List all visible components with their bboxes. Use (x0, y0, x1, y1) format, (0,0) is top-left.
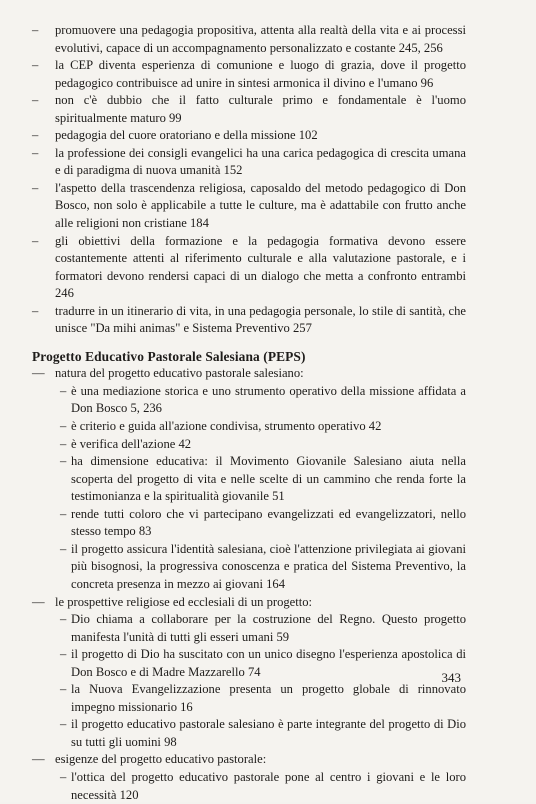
index-item: – tradurre in un itinerario di vita, in una pedagogia personale, lo stile di santità, che unisce "Da mihi animas" e Sistema Preventivo 257 (32, 303, 466, 336)
group-label: — natura del progetto educativo pastorale salesiano: (32, 366, 304, 381)
group-label: — esigenze del progetto educativo pastorale: (32, 752, 267, 767)
index-item: – gli obiettivi della formazione e la pedagogia formativa devono essere costantemente attenti al riferimento culturale e alla valutazione pastorale, e i formatori devono rendersi capaci di un dialogo che metta a confronto entrambi 246 (32, 233, 466, 301)
sub-item: – il progetto assicura l'identità salesiana, cioè l'attenzione privilegiata ai giovani più bisognosi, la progressiva conoscenza e pratica del Sistema Preventivo, la concreta presenza in mezzo ai giovani 164 (60, 541, 466, 591)
sub-item: – è verifica dell'azione 42 (60, 436, 192, 451)
index-item: – la CEP diventa esperienza di comunione e luogo di grazia, dove il progetto pedagogico contribuisce ad unire in sintesi armonica il divino e l'umano 96 (32, 58, 466, 90)
sub-item: – il progetto di Dio ha suscitato con un unico disegno l'esperienza apostolica di Don Bosco e di Madre Mazzarello 74 (60, 647, 466, 679)
index-item: – l'aspetto della trascendenza religiosa, caposaldo del metodo pedagogico di Don Bosco, non solo è applicabile a tutte le culture, ma è adattabile con frutto anche alle religioni non cristiane 184 (32, 180, 466, 231)
sub-item: – l'ottica del progetto educativo pastorale pone al centro i giovani e le loro necessità 120 (60, 769, 466, 802)
sub-item: – ha dimensione educativa: il Movimento Giovanile Salesiano aiuta nella scoperta del progetto di vita e nelle scelte di un cammino che renda forte la testimonianza e la spiritualità giovanile 51 (60, 454, 466, 504)
sub-item: – Dio chiama a collaborare per la costruzione del Regno. Questo progetto manifesta l'unità di tutti gli esseri umani 59 (60, 612, 466, 644)
sub-item: – la Nuova Evangelizzazione presenta un progetto globale di rinnovato impegno missionario 16 (60, 682, 466, 714)
sub-item: – rende tutti coloro che vi partecipano evangelizzati ed evangelizzatori, nello stesso tempo 83 (60, 506, 466, 539)
index-item: – la professione dei consigli evangelici ha una carica pedagogica di crescita umana e di paradigma di nuova umanità 152 (32, 145, 466, 178)
page-number: 343 (441, 670, 461, 685)
index-item: – non c'è dubbio che il fatto culturale primo e fondamentale è l'uomo spiritualmente maturo 99 (32, 93, 466, 125)
index-item: – pedagogia del cuore oratoriano e della missione 102 (32, 128, 318, 143)
index-item: – promuovere una pedagogia propositiva, attenta alla realtà della vita e ai processi evolutivi, capace di un accompagnamento personalizzato e costante 245, 256 (32, 23, 466, 55)
index-content (32, 22, 466, 804)
section-heading: Progetto Educativo Pastorale Salesiana (PEPS) (32, 348, 306, 364)
sub-item: – il progetto educativo pastorale salesiano è parte integrante del progetto di Dio su tutti gli uomini 98 (60, 717, 466, 749)
group-label: — le prospettive religiose ed ecclesiali di un progetto: (32, 594, 313, 609)
sub-item: – è una mediazione storica e uno strumento operativo della missione affidata a Don Bosco 5, 236 (60, 383, 466, 416)
sub-item: – è criterio e guida all'azione condivisa, strumento operativo 42 (60, 419, 382, 434)
